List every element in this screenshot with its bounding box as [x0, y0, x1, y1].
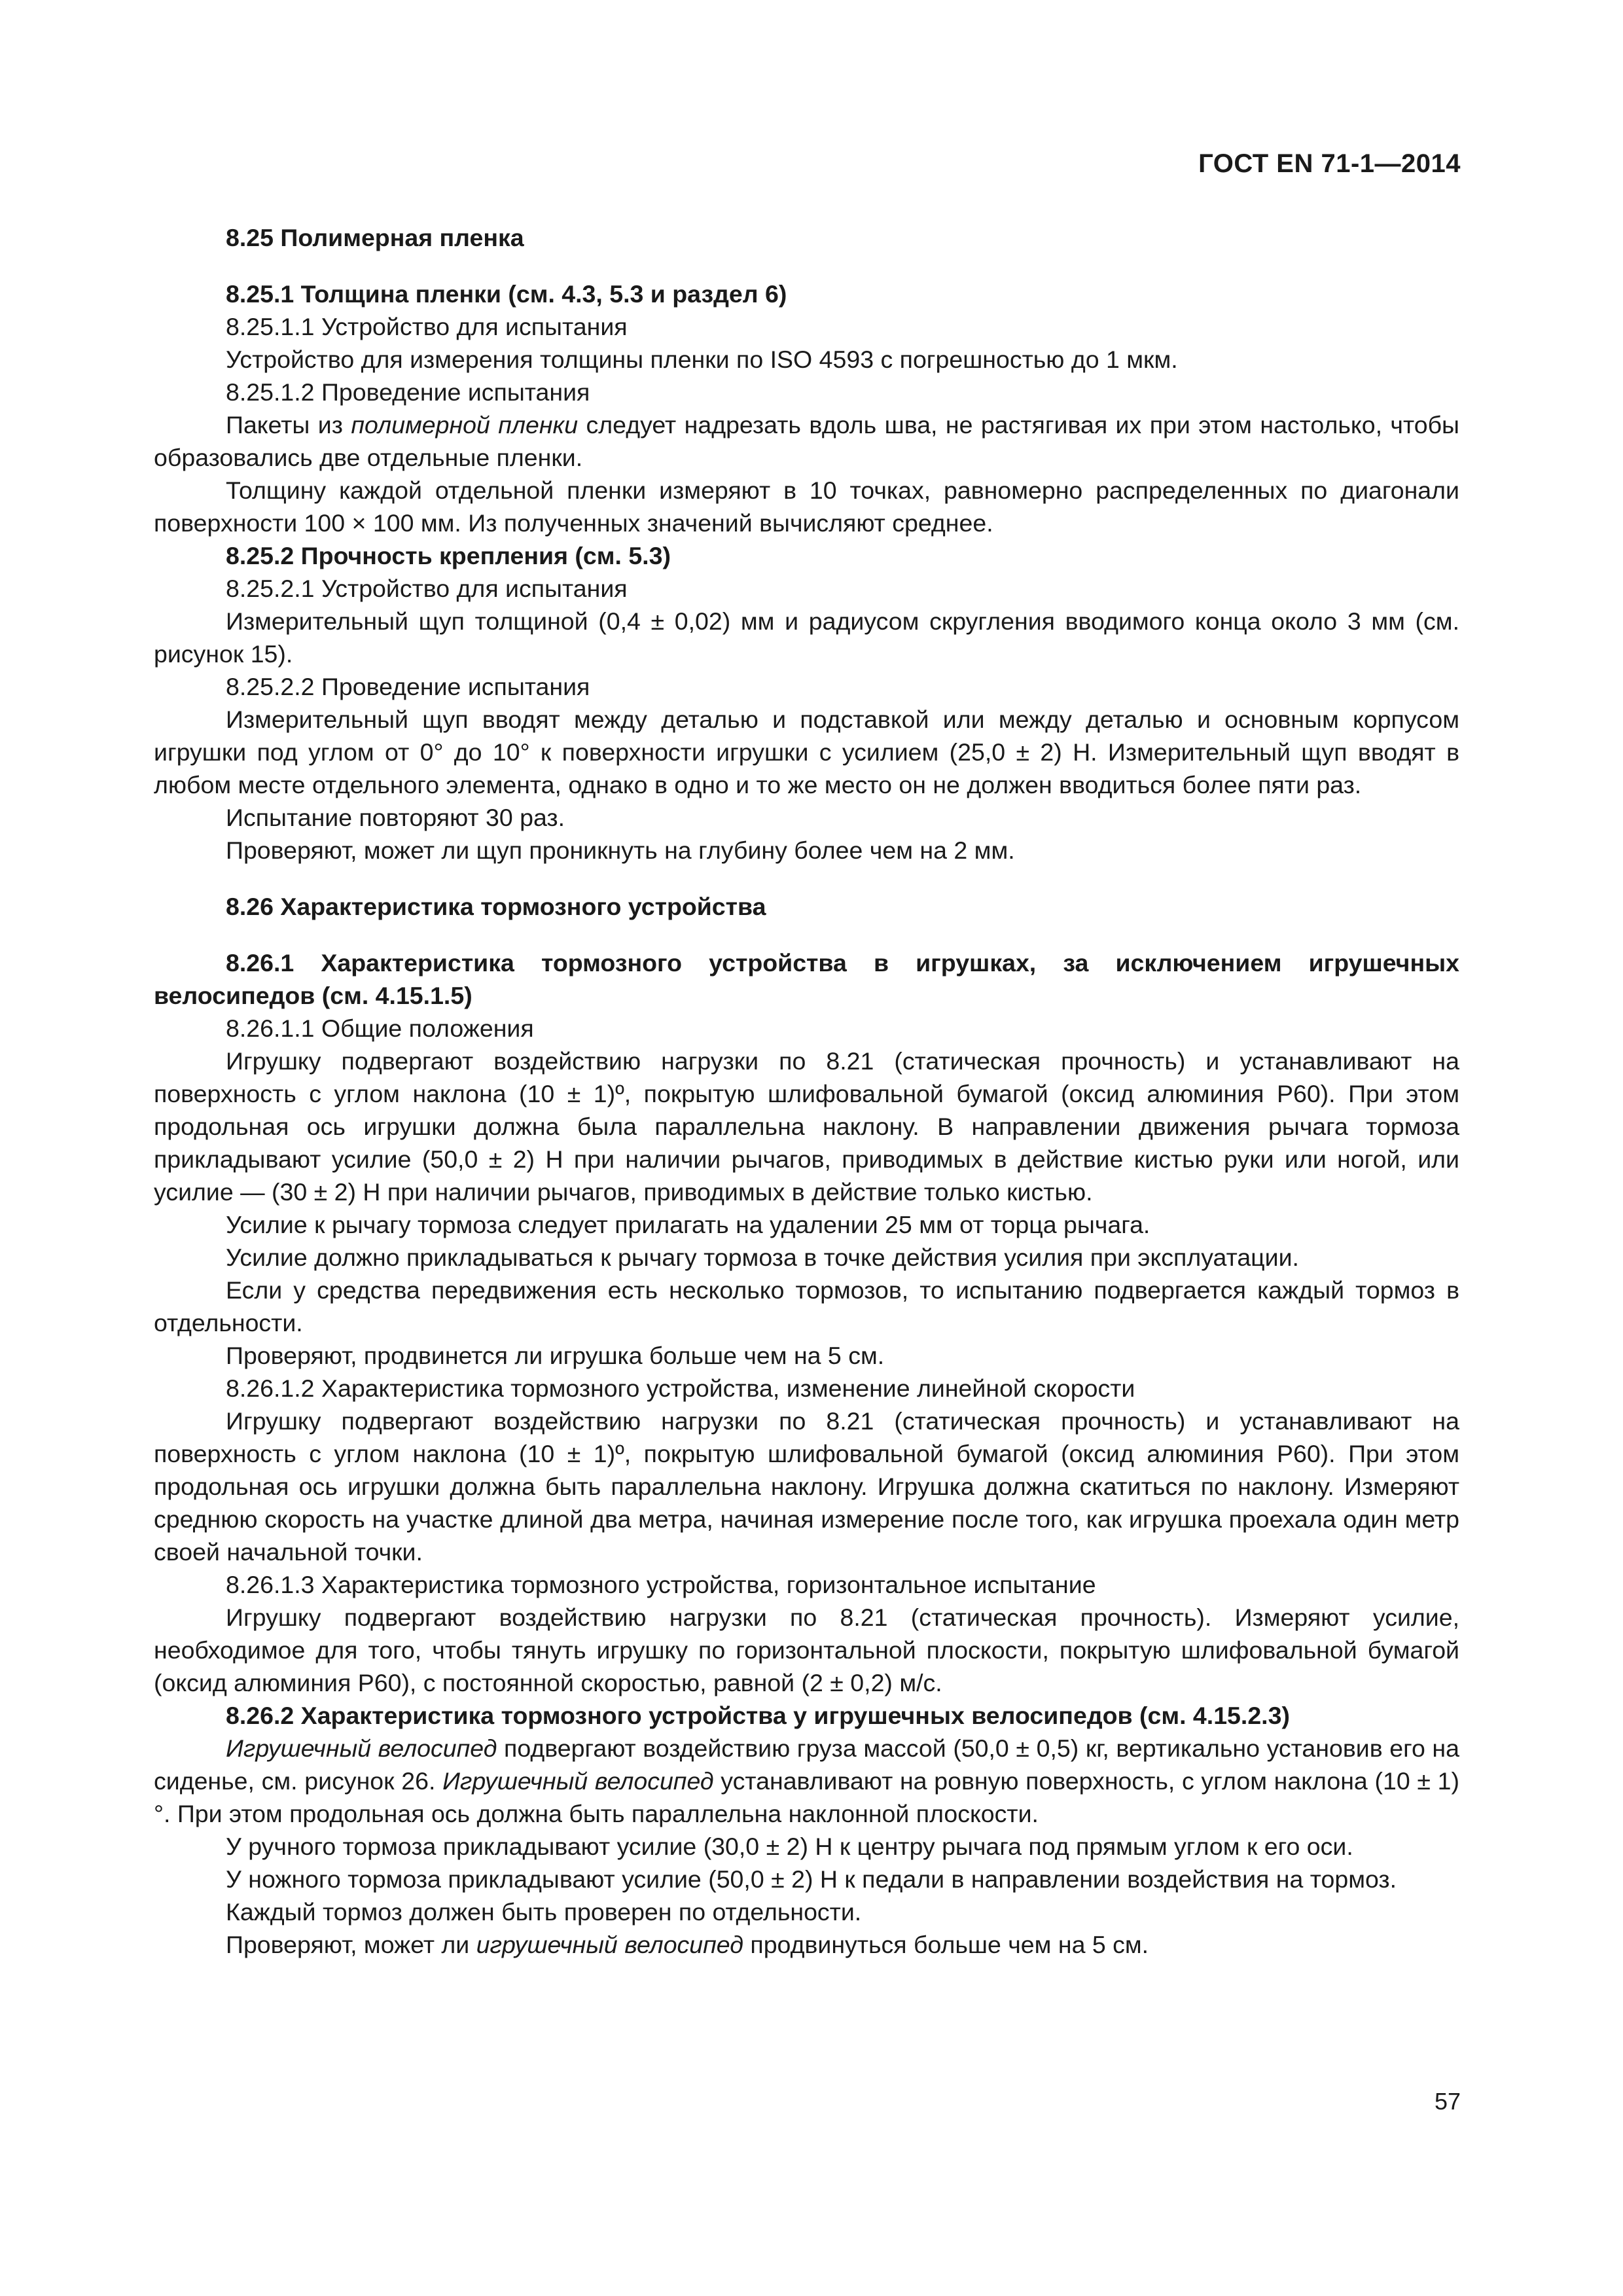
paragraph: Проверяют, может ли игрушечный велосипед продвинуться больше чем на 5 см. — [226, 1931, 1149, 1958]
subsection-heading-8-25-1: 8.25.1 Толщина пленки (см. 4.3, 5.3 и раздел 6) — [226, 280, 787, 308]
paragraph: Каждый тормоз должен быть проверен по отдельности. — [226, 1898, 862, 1926]
subsection-heading-8-25-2: 8.25.2 Прочность крепления (см. 5.3) — [226, 542, 671, 569]
section-heading-8-25: 8.25 Полимерная пленка — [226, 224, 524, 251]
paragraph: Если у средства передвижения есть несколько тормозов, то испытанию подвергается каждый тормоз в отдельности. — [154, 1276, 1459, 1336]
clause-8-25-2-1: 8.25.2.1 Устройство для испытания — [226, 575, 628, 602]
document-body — [154, 221, 1459, 1961]
clause-8-26-1-3: 8.26.1.3 Характеристика тормозного устройства, горизонтальное испытание — [226, 1571, 1096, 1598]
paragraph: Пакеты из полимерной пленки следует надрезать вдоль шва, не растягивая их при этом настолько, чтобы образовались две отдельные пленки. — [154, 411, 1460, 471]
paragraph: У ножного тормоза прикладывают усилие (50,0 ± 2) Н к педали в направлении воздействия на тормоз. — [226, 1865, 1397, 1893]
document-id: ГОСТ EN 71-1—2014 — [1198, 149, 1461, 178]
paragraph: Испытание повторяют 30 раз. — [226, 804, 565, 831]
paragraph: Игрушку подвергают воздействию нагрузки по 8.21 (статическая прочность). Измеряют усилие, необходимое для того, чтобы тянуть игрушку по горизонтальной плоскости, покрытую шлифовальной бумагой (оксид алюминия Р60), с постоянной скоростью, равной (2 ± 0,2) м/с. — [154, 1604, 1459, 1696]
clause-8-26-1-1: 8.26.1.1 Общие положения — [226, 1014, 534, 1042]
section-heading-8-26: 8.26 Характеристика тормозного устройства — [226, 893, 766, 920]
clause-8-25-2-2: 8.25.2.2 Проведение испытания — [226, 673, 590, 700]
paragraph: Измерительный щуп толщиной (0,4 ± 0,02) мм и радиусом скругления вводимого конца около 3 мм (см. рисунок 15). — [154, 607, 1459, 668]
paragraph: Игрушку подвергают воздействию нагрузки по 8.21 (статическая прочность) и устанавливают на поверхность с углом наклона (10 ± 1)º, покрытую шлифовальной бумагой (оксид алюминия Р60). При этом продольная ось игрушки должна была параллельна наклону. В направлении движения рычага тормоза прикладывают усилие (50,0 ± 2) Н при наличии рычагов, приводимых в действие кистью руки или ногой, или усилие — (30 ± 2) Н при наличии рычагов, приводимых в действие только кистью. — [154, 1047, 1459, 1206]
paragraph: Усилие должно прикладываться к рычагу тормоза в точке действия усилия при эксплуатации. — [226, 1244, 1299, 1271]
page-number: 57 — [1434, 2088, 1461, 2115]
clause-8-25-1-1: 8.25.1.1 Устройство для испытания — [226, 313, 628, 340]
clause-8-26-1-2: 8.26.1.2 Характеристика тормозного устройства, изменение линейной скорости — [226, 1374, 1135, 1402]
paragraph: Измерительный щуп вводят между деталью и подставкой или между деталью и основным корпусом игрушки под углом от 0° до 10° к поверхности игрушки с усилием (25,0 ± 2) Н. Измерительный щуп вводят в любом месте отдельного элемента, однако в одно и то же место он не должен вводиться более пяти раз. — [154, 706, 1459, 798]
paragraph: Усилие к рычагу тормоза следует прилагать на удалении 25 мм от торца рычага. — [226, 1211, 1150, 1238]
paragraph: Проверяют, может ли щуп проникнуть на глубину более чем на 2 мм. — [226, 836, 1015, 864]
paragraph: У ручного тормоза прикладывают усилие (30,0 ± 2) Н к центру рычага под прямым углом к его оси. — [226, 1833, 1353, 1860]
paragraph: Игрушку подвергают воздействию нагрузки по 8.21 (статическая прочность) и устанавливают на поверхность с углом наклона (10 ± 1)º, покрытую шлифовальной бумагой (оксид алюминия Р60). При этом продольная ось игрушки должна быть параллельна наклону. Игрушка должна скатиться по наклону. Измеряют среднюю скорость на участке длиной два метра, начиная измерение после того, как игрушка проехала один метр своей начальной точки. — [154, 1407, 1459, 1566]
subsection-heading-8-26-2: 8.26.2 Характеристика тормозного устройства у игрушечных велосипедов (см. 4.15.2.3) — [226, 1702, 1290, 1729]
paragraph: Толщину каждой отдельной пленки измеряют в 10 точках, равномерно распределенных по диагонали поверхности 100 × 100 мм. Из полученных значений вычисляют среднее. — [154, 476, 1459, 537]
paragraph: Проверяют, продвинется ли игрушка больше чем на 5 см. — [226, 1342, 885, 1369]
subsection-heading-8-26-1: 8.26.1 Характеристика тормозного устройства в игрушках, за исключением игрушечных велосипедов (см. 4.15.1.5) — [154, 949, 1459, 1009]
paragraph: Игрушечный велосипед подвергают воздействию груза массой (50,0 ± 0,5) кг, вертикально установив его на сиденье, см. рисунок 26. Игрушечный велосипед устанавливают на ровную поверхность, с углом наклона (10 ± 1)°. При этом продольная ось должна быть параллельна наклонной плоскости. — [154, 1734, 1459, 1827]
paragraph: Устройство для измерения толщины пленки по ISO 4593 с погрешностью до 1 мкм. — [226, 346, 1178, 373]
clause-8-25-1-2: 8.25.1.2 Проведение испытания — [226, 378, 590, 406]
